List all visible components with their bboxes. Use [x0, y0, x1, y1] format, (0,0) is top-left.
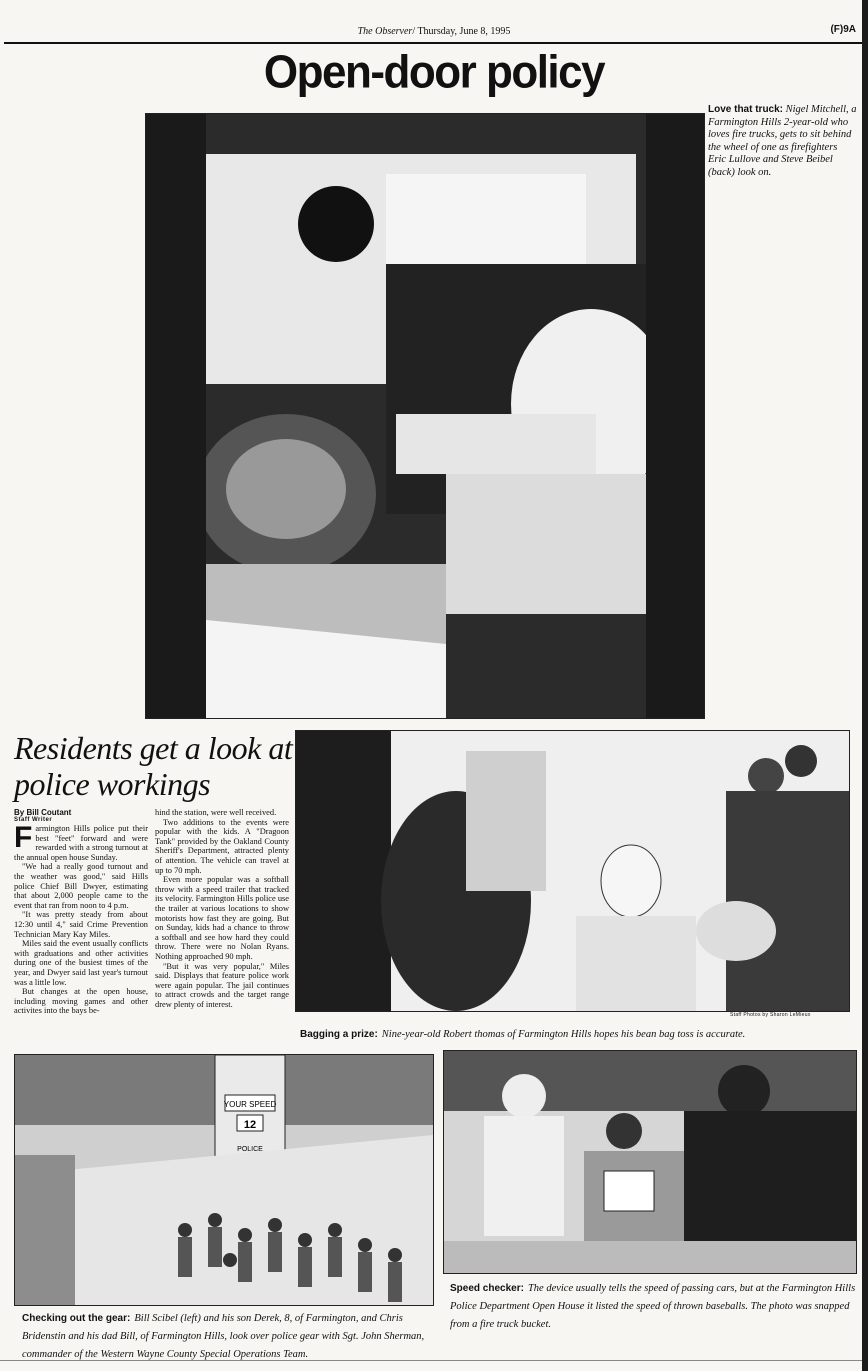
main-photo-firetruck	[145, 113, 705, 719]
beanbag-caption	[300, 1024, 860, 1042]
police-vehicle-label: POLICE	[237, 1146, 263, 1153]
bottom-rule	[0, 1360, 862, 1361]
police-gear-photo	[14, 1054, 434, 1306]
speed-caption	[450, 1278, 860, 1332]
beanbag-caption-label: Bagging a prize:	[300, 1029, 378, 1040]
story-paragraph: But changes at the open house, including moving games and other activites into the bays be-	[14, 987, 148, 1016]
main-caption-label: Love that truck:	[708, 104, 784, 115]
story-paragraph: Two additions to the events were popular with the kids. A "Dragoon Tank" provided by the Oakland County Sheriff's Department, attracted plenty of attention. The vehicle can travel at up to 70 mph.	[155, 817, 289, 875]
issue-date: Thursday, June 8, 1995	[417, 26, 511, 37]
main-photo-caption	[708, 104, 858, 179]
gear-caption	[22, 1308, 440, 1362]
masthead: The Observer/ Thursday, June 8, 1995	[357, 26, 511, 37]
story-paragraph: Miles said the event usually conflicts with graduations and other activities during one of the busiest times of the year, and Dwyer said last year's turnout was a little low.	[14, 939, 148, 987]
story-paragraph: hind the station, were well received.	[155, 808, 277, 817]
beanbag-photo	[295, 730, 850, 1012]
gear-caption-label: Checking out the gear:	[22, 1313, 131, 1324]
page-number: (F)9A	[830, 24, 856, 35]
speed-caption-text: The device usually tells the speed of passing cars, but at the Farmington Hills Police Department Open House it listed the speed of thrown baseballs. The photo was snapped from a fire truck bucket.	[450, 1283, 856, 1330]
speed-checker-photo	[443, 1050, 857, 1274]
speed-checker-photo-image	[444, 1051, 856, 1273]
beanbag-caption-text: Nine-year-old Robert thomas of Farmington Hills hopes his bean bag toss is accurate.	[381, 1029, 746, 1040]
photo-credit: Staff Photos by Sharon LeMieux	[730, 1012, 811, 1018]
byline-title: Staff Writer	[14, 817, 53, 823]
speed-sign-number: 12	[243, 1119, 257, 1131]
story-paragraph: "We had a really good turnout and the weather was good," said Hills police Chief Bill Dwyer, estimating that about 2,000 people came to the event that ran from noon to 4 p.m.	[14, 862, 148, 910]
story-paragraph: "It was pretty steady from about 12:30 until 4," said Crime Prevention Technician Mary Kay Miles.	[14, 910, 148, 939]
story-paragraph: Even more popular was a softball throw with a speed trailer that tracked its velocity. Farmington Hills police use the trailer at various locations to show motorists how fast they are going. But on Sunday, kids had a chance to throw a softball and see how hard they could throw. There were no Nolan Ryans. Nothing approached 90 mph.	[155, 875, 289, 961]
paper-name: The Observer	[357, 26, 413, 37]
speed-caption-label: Speed checker:	[450, 1283, 524, 1294]
story-column-1	[14, 821, 148, 1016]
masthead-rule	[4, 42, 862, 44]
story-paragraph: "But it was very popular," Miles said. Displays that feature police work were again popular. The jail continues to attract crowds and the target range drew plenty of interest.	[155, 961, 289, 1009]
speed-sign-text: YOUR SPEED	[223, 1100, 277, 1109]
main-caption-text: Nigel Mitchell, a Farmington Hills 2-year-old who loves fire trucks, gets to sit behind the wheel of one as firefighters Eric Lullove and Steve Beibel (back) look on.	[708, 104, 857, 178]
story-column-2	[155, 808, 289, 1009]
police-gear-photo-image	[15, 1055, 433, 1305]
page-headline: Open-door policy	[263, 46, 605, 99]
story-paragraph: armington Hills police put their best "feet" forward and were rewarded with a strong turnout at the annual open house Sunday.	[14, 824, 148, 862]
beanbag-photo-image	[296, 731, 849, 1011]
drop-cap: F	[14, 821, 33, 854]
firetruck-photo-image	[146, 114, 704, 718]
byline: By Bill Coutant	[14, 808, 72, 817]
page-edge-shadow	[862, 0, 868, 1371]
story-headline: Residents get a look at police workings	[14, 730, 293, 802]
gear-caption-text: Bill Scibel (left) and his son Derek, 8, of Farmington, and Chris Bridenstin and his dad Bill, of Farmington Hills, look over police gear with Sgt. John Sherman, commander of the Western Wayne County Special Operations Team.	[22, 1313, 425, 1360]
